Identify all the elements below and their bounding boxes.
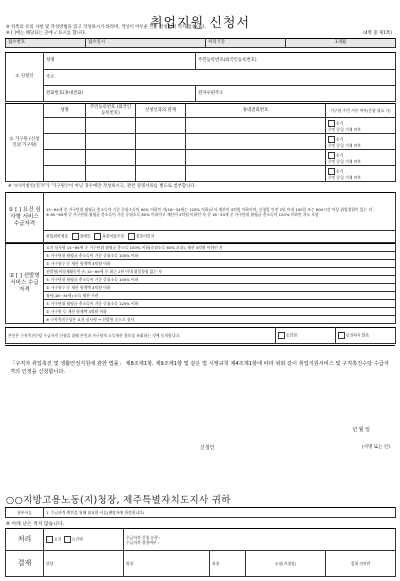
- applicant-table: [5, 52, 396, 102]
- sign-manager[interactable]: 과장: [210, 551, 246, 577]
- decision-label: 수급자격 결정여부 :: [126, 539, 160, 545]
- criteria-text: 15~64세 중 가구단위 월평균 총소득이 기준 중위소득의 60% 이하인 자(18~34세는 120% 이하)로서 재산이 4억원 이하이며, 신청일 이전 2년 이내 100일 또는 800시간 이상 취업경험이 있는 자: [46, 206, 373, 212]
- option-label: 주민 동일 기재 여부: [328, 126, 361, 132]
- applicant-section-label: ① 신청인: [6, 53, 44, 102]
- option-label: 결혼이민자: [135, 233, 155, 239]
- family-col-resident: 주민등록번호 (외국인등록번호): [86, 104, 136, 118]
- type2-line: ② 가구원 등 재산 합계액 4억원 이하: [44, 308, 396, 316]
- option-label: 주민 동일 기재 여부: [328, 142, 361, 148]
- applicant-phone-field[interactable]: [44, 86, 196, 102]
- type2-line: 청년(18~34세) 소득 재산 무관: [44, 292, 396, 300]
- family-name-cell[interactable]: [44, 134, 86, 150]
- declaration-text: 「구직자 취업촉진 및 생활안정지원에 관한 법률」 제8조제1항, 제9조제1항 및 같은 법 시행규칙 제4조제1항에 따라 위와 같이 취업지원서비스 및 구직촉진수당 수급자격의 인정을 신청합니다.: [10, 361, 389, 375]
- type1-label[interactable]: [6, 193, 44, 243]
- family-residence-cell[interactable]: [326, 150, 396, 166]
- family-phone-cell[interactable]: [186, 118, 326, 134]
- processing-heading: ※ 아래 난은 적지 않습니다.: [6, 522, 64, 527]
- family-residence-cell[interactable]: [326, 134, 396, 150]
- checkbox[interactable]: [328, 120, 335, 127]
- applicant-name-field[interactable]: [44, 53, 196, 70]
- result-field[interactable]: 결재 의견란: [326, 551, 396, 577]
- family-col-phone: 휴대전화번호: [186, 104, 326, 118]
- checkbox[interactable]: [278, 332, 285, 339]
- email-label: 전자우편주소: [198, 90, 224, 96]
- family-resident-cell[interactable]: [86, 166, 136, 182]
- type1-label-text: ① [ ] 요건 심사형 서비스 수급자격: [8, 207, 41, 227]
- consent-disagree-option[interactable]: [336, 328, 396, 344]
- family-resident-cell[interactable]: [86, 150, 136, 166]
- attachment-table: [5, 507, 396, 518]
- type2-line: 선발형(비경제활동인구) 15~69세 중 최근 2년 이내 취업경험 없는 자: [44, 268, 396, 276]
- option-label: 동거: [336, 120, 344, 125]
- processing-label: 처리: [6, 529, 44, 551]
- option-label: 장애인: [79, 233, 91, 239]
- type2-label-text: ② [ ] 선발형 서비스 수급자격: [9, 273, 40, 293]
- checkbox[interactable]: [64, 536, 71, 543]
- type2-table: [5, 243, 396, 324]
- family-name-cell[interactable]: [44, 150, 86, 166]
- receipt-number-cell: 접수번호: [6, 39, 86, 48]
- family-relation-cell[interactable]: [136, 118, 186, 134]
- option-label: 요건외: [71, 536, 83, 542]
- family-residence-cell[interactable]: [326, 118, 396, 134]
- family-col-residence: 가구원 주민 거주 여부(응답 필요 시): [326, 104, 396, 118]
- type2-line: ② 가구원수 등 재산 합계액 4억원 이하: [44, 284, 396, 292]
- processing-period-label: 처리기간: [206, 39, 286, 48]
- option-label: 동거: [336, 136, 344, 141]
- vulnerable-label: 취업취약계층: [46, 233, 69, 239]
- family-resident-cell[interactable]: [86, 134, 136, 150]
- option-label: 주민 동일 기재 여부: [328, 158, 361, 164]
- family-phone-cell[interactable]: [186, 134, 326, 150]
- type1-criteria: [44, 193, 396, 231]
- checkbox[interactable]: [328, 152, 335, 159]
- type2-label[interactable]: [6, 244, 44, 324]
- receipt-date-cell: 접수일시: [86, 39, 206, 48]
- processing-period-value: 1개월: [286, 39, 396, 48]
- notice-line: ※ 뒤쪽의 유의 사항 및 작성방법을 읽고 작성하시기 바라며, 색상이 어두운 칸은 신청인이 적지 않습니다.: [6, 25, 206, 30]
- sign-label: 결재: [6, 551, 44, 577]
- family-table: [5, 103, 396, 182]
- disagree-label: 동의하지 않음: [346, 332, 370, 338]
- type2-line: 요건 심사형 15~69세 중 가구단위 월평균 총소득 100% 이하(중위소득 60% 초과), 재산 4억원 이하인 자: [44, 244, 396, 252]
- family-relation-cell[interactable]: [136, 150, 186, 166]
- consent-text: 본인은 구직촉진수당 수급자격 신청을 위해 본인과 가구원의 소득재산 정보를 조회하는 것에 동의합니다.: [6, 328, 276, 344]
- family-resident-cell[interactable]: [86, 118, 136, 134]
- family-name-cell[interactable]: [44, 166, 86, 182]
- sign-staff[interactable]: 담당: [44, 551, 124, 577]
- checkbox[interactable]: [328, 136, 335, 143]
- resident-no-label: 주민등록번호(외국인등록번호): [198, 58, 257, 64]
- family-phone-cell[interactable]: [186, 166, 326, 182]
- criteria-text: ※ 65~69세 중 가구단위 월평균 총소득이 기준 중위소득 60% 이하이고 재산이 4억원 이하인 자 중 18~34세 중 가구단위 월평균 총소득이 120% 이하인 자도 포함: [46, 211, 319, 217]
- option-label: 북한이탈주민: [102, 233, 125, 239]
- family-residence-cell[interactable]: [326, 166, 396, 182]
- processing-info: [124, 529, 396, 551]
- divider: [5, 345, 395, 346]
- processing-checks[interactable]: [44, 529, 124, 551]
- type2-line: ① 가구단위 월평균 총소득이 기준 중위소득 100% 이하: [44, 276, 396, 284]
- family-phone-cell[interactable]: [186, 150, 326, 166]
- signature-mark[interactable]: (서명 또는 인): [361, 445, 390, 450]
- signer-label: 신청인: [200, 445, 215, 451]
- checkbox[interactable]: [72, 233, 79, 240]
- option-label: 동거: [336, 168, 344, 173]
- consent-table: [5, 327, 396, 344]
- family-relation-cell[interactable]: [136, 134, 186, 150]
- family-name-cell[interactable]: [44, 118, 86, 134]
- header-table: [5, 38, 396, 48]
- phone-label: 전화번호(휴대전화): [46, 90, 84, 96]
- family-doc-note: ※ '①'(미청인(진가'가 '가구원')'이 아닌 경우에만 작성하시고, 관련 증명서류를 별도로 첨부합니다.: [8, 184, 197, 189]
- applicant-address-field[interactable]: [44, 70, 396, 86]
- type2-line: ① 가구단위 월평균 총소득이 기준 중위소득 120% 이하: [44, 300, 396, 308]
- checkbox[interactable]: [328, 168, 335, 175]
- type2-line: ① 가구단위 월평균 총소득이 기준 중위소득 100% 이하: [44, 252, 396, 260]
- notice-line: ※ [ ]에는 해당되는 곳에 √ 표시를 합니다.: [6, 31, 87, 36]
- family-section-label: ② 가구원 (신청인의 가구원): [6, 104, 44, 182]
- page-number: (4쪽 중 제1쪽): [363, 31, 392, 36]
- office-addressee: ○○지방고용노동(지)청장, 제주특별자치도지사 귀하: [6, 495, 231, 506]
- family-col-relation: 신청인과의 관계: [136, 104, 186, 118]
- type1-table: [5, 192, 396, 243]
- option-label: 주민 동일 기재 여부: [328, 174, 361, 180]
- type1-vulnerable-row: [44, 231, 396, 243]
- agree-label: 동의함: [286, 332, 298, 338]
- checkbox[interactable]: [46, 536, 53, 543]
- applicant-email-field[interactable]: [196, 86, 396, 102]
- date-line: 년 월 일: [352, 427, 370, 433]
- applicant-resident-no-field[interactable]: [196, 53, 396, 70]
- attachment-note: 1. 수급자격 확인을 위해 필요한 서류(해당자에 한정합니다): [44, 508, 396, 518]
- type2-line: ② 가구원수 등 재산 합계액 4억원 이하: [44, 260, 396, 268]
- type-label: 수급자격 신청 유형 :: [126, 534, 161, 540]
- checkbox[interactable]: [94, 233, 101, 240]
- checkbox[interactable]: [128, 233, 135, 240]
- option-label: 동거: [336, 152, 344, 157]
- attachment-label: 첨부서류: [6, 508, 44, 518]
- processing-table: [5, 528, 396, 577]
- sign-team-lead[interactable]: 팀장: [124, 551, 210, 577]
- family-col-name: 성명: [44, 104, 86, 118]
- form-title: 취업지원 신청서: [149, 16, 251, 31]
- consent-agree-option[interactable]: [276, 328, 336, 344]
- family-relation-cell[interactable]: [136, 166, 186, 182]
- name-label: 성명: [46, 58, 55, 64]
- checkbox[interactable]: [338, 332, 345, 339]
- address-label: 주소: [46, 74, 55, 80]
- sign-director[interactable]: 소장(지청장): [246, 551, 326, 577]
- type2-line: ※ 구직촉진수당은 요건 심사형 → 선발형 순으로 심사: [44, 316, 396, 324]
- option-label: 요건: [54, 536, 62, 542]
